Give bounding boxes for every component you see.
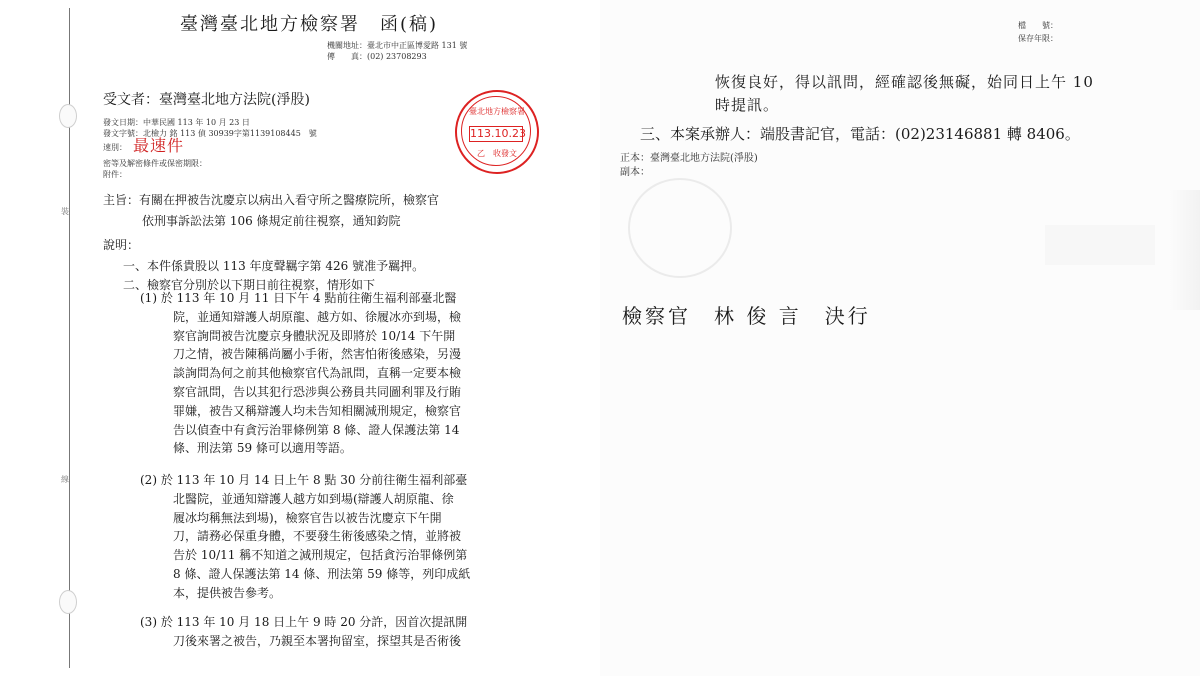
paragraph-line: 院，並通知辯護人胡原龍、越方如、徐履冰亦到場，檢 (173, 309, 462, 324)
paragraph-line: 刀，請務必保重身體，不要發生術後感染之情，並將被 (173, 529, 462, 544)
recipient: 受文者：臺灣臺北地方法院(淨股) (103, 92, 310, 108)
paragraph-line: 北醫院，並通知辯護人越方如到場(辯護人胡原龍、徐 (173, 491, 454, 506)
paragraph-line: 談詢問為何之前其他檢察官代為訊問，直稱一定要本檢 (173, 366, 462, 381)
original-recipient: 正本：臺灣臺北地方法院(淨股) (620, 153, 758, 164)
faded-stamp-imprint (1045, 225, 1155, 265)
seal-date: 113.10.23 (470, 127, 526, 140)
paragraph-line: 罪嫌，被告又稱辯護人均未告知相關減刑規定，檢察官 (173, 403, 462, 418)
visit-paragraph-2 (140, 471, 470, 603)
document-right-page (600, 0, 1200, 676)
paragraph-line: (1) 於 113 年 10 月 11 日下午 4 點前往衛生福利部臺北醫 (140, 291, 457, 305)
paragraph-line: 條、刑法第 59 條可以適用等語。 (173, 441, 352, 456)
explanation-item-2: 二、檢察官分別於以下期日前往視察，情形如下 (123, 278, 376, 292)
continued-text-line: 恢復良好，得以訊問，經確認後無礙，始同日上午 10 (715, 73, 1094, 91)
secrecy-label: 密等及解密條件或保密期限： (103, 159, 207, 168)
retention-label: 保存年限： (1018, 34, 1058, 43)
seal-agency: 臺北地方檢察署 (469, 107, 525, 116)
paragraph-line: 察官詢問被告沈慶京身體狀況及即將於 10/14 下午開 (173, 328, 456, 343)
paragraph-line: 履冰均稱無法到場)，檢察官告以被告沈慶京下午開 (173, 510, 442, 525)
subject-line-cont: 依刑事訴訟法第 106 條規定前往視察，通知鈞院 (142, 214, 401, 228)
file-number-label: 檔 號： (1018, 21, 1058, 30)
urgent-stamp: 最速件 (133, 136, 185, 155)
paragraph-line: 本，提供被告參考。 (173, 585, 282, 600)
copy-recipient: 副本： (620, 167, 650, 178)
paragraph-line: 8 條、證人保護法第 14 條、刑法第 59 條等，列印成紙 (173, 566, 471, 581)
punch-hole (59, 104, 77, 128)
explanation-item-1: 一、本件係貴股以 113 年度聲羈字第 426 號准予羈押。 (123, 259, 425, 273)
received-seal (455, 90, 539, 174)
paragraph-line: 察官訊問，告以其犯行恐涉與公務員共同圖利罪及行賄 (173, 384, 462, 399)
visit-paragraph-1 (140, 289, 461, 458)
paragraph-line: 告以偵查中有貪污治罪條例第 8 條、證人保護法第 14 (173, 422, 460, 437)
paragraph-line: 告於 10/11 稱不知道之減刑規定，包括貪污治罪條例第 (173, 548, 468, 563)
paragraph-line: (2) 於 113 年 10 月 14 日上午 8 點 30 分前往衛生福利部臺 (140, 473, 468, 487)
contact-line: 三、本案承辦人：端股書記官，電話：(02)23146881 轉 8406。 (640, 125, 1080, 143)
page-shadow (1168, 190, 1200, 310)
explanation-label: 說明： (103, 238, 140, 252)
binding-mark: 線 (61, 475, 69, 484)
binding-mark: 裝 (61, 207, 69, 216)
faded-seal-imprint (628, 178, 732, 278)
subject-line: 主旨：有關在押被告沈慶京以病出入看守所之醫療院所，檢察官 (103, 193, 440, 207)
send-number: 發文字號：北檢力 銘 113 偵 30939字第1139108445 號 (103, 129, 317, 138)
paragraph-line: (3) 於 113 年 10 月 18 日上午 9 時 20 分許，因首次提訊開 (140, 615, 468, 629)
seal-footer: 乙 收發文 (477, 149, 517, 158)
punch-hole (59, 590, 77, 614)
document-title: 臺灣臺北地方檢察署 函(稿) (180, 14, 439, 35)
paragraph-line: 刀後來署之被告，乃親至本署拘留室，探望其是否術後 (173, 633, 462, 648)
send-date: 發文日期：中華民國 113 年 10 月 23 日 (103, 118, 250, 127)
attachment-label: 附件： (103, 170, 127, 179)
continued-text-line: 時提訊。 (715, 96, 780, 114)
paragraph-line: 刀之情，被告陳稱尚屬小手術，然害怕術後感染，另漫 (173, 347, 462, 362)
visit-paragraph-3 (140, 613, 467, 651)
speed-label: 速別： (103, 143, 127, 152)
agency-address: 機關地址：臺北市中正區博愛路 131 號 (327, 41, 468, 50)
agency-fax: 傳 真：(02) 23708293 (327, 52, 427, 61)
prosecutor-signature-line: 檢察官 林 俊 言 決行 (622, 304, 871, 328)
